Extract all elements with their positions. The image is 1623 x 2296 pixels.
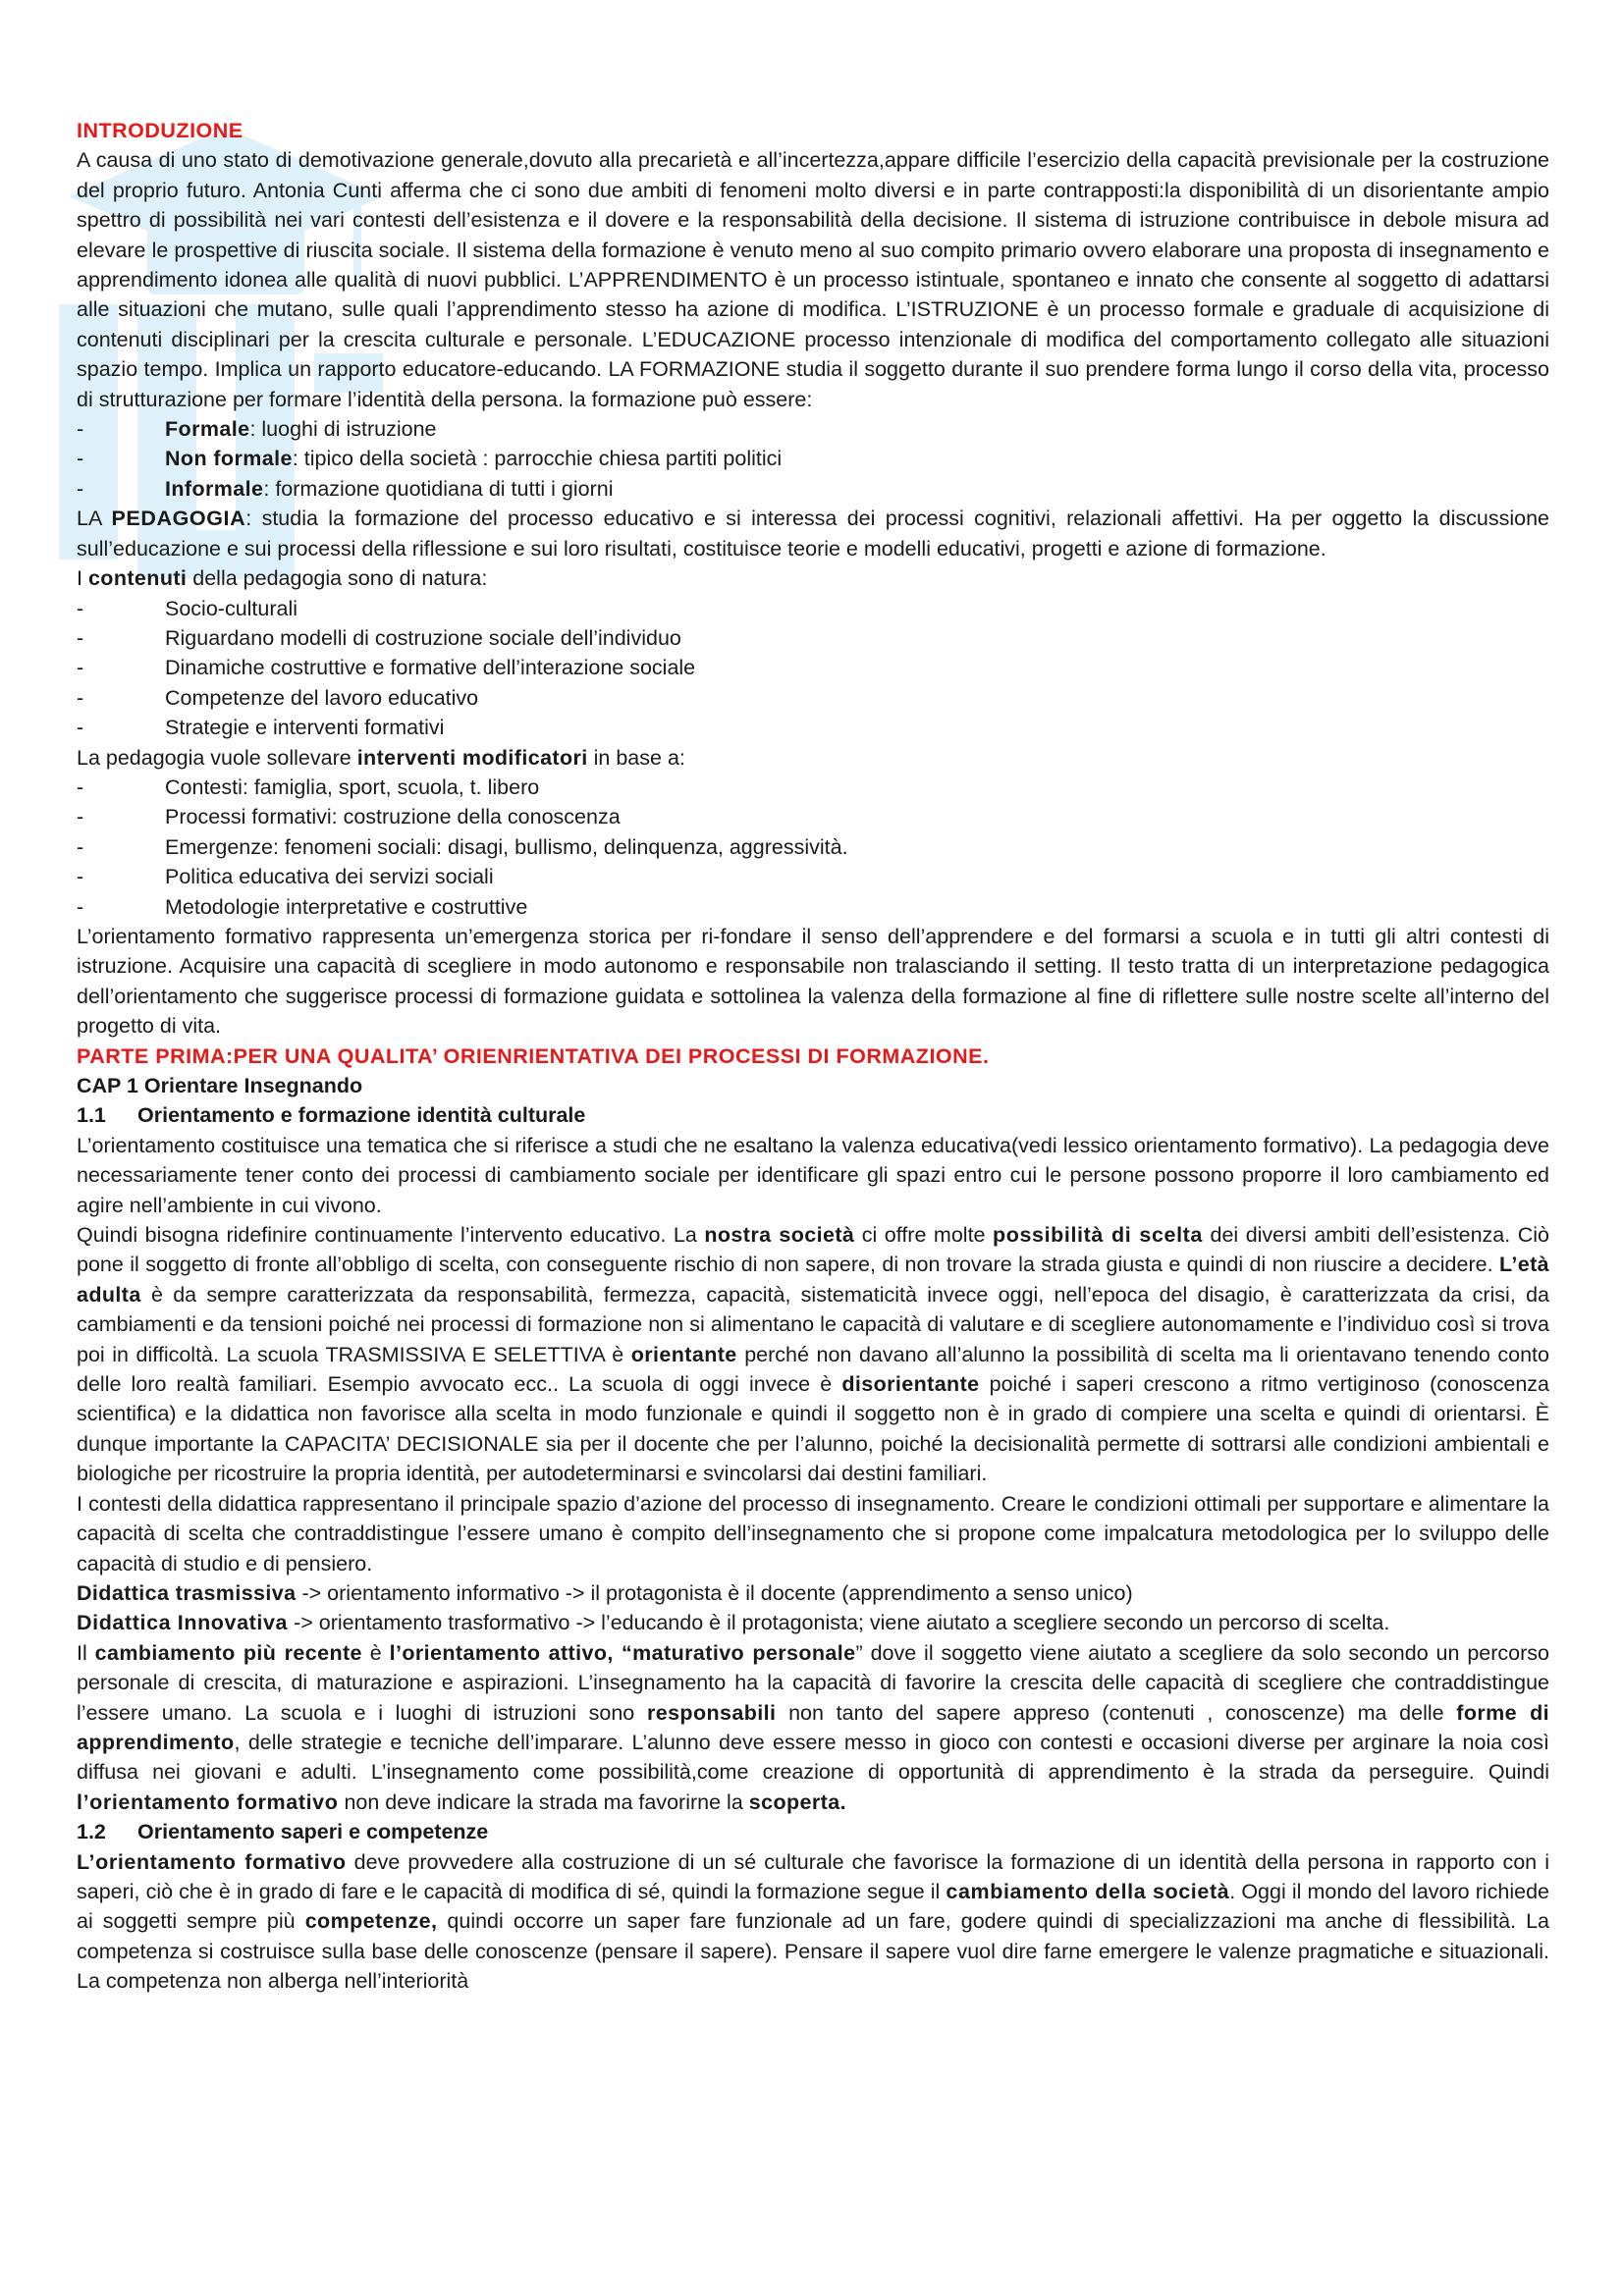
section-paragraph: I contesti della didattica rappresentano il principale spazio d’azione del processo di insegnamento. Creare le condizioni ottimali per supportare e alimentare la capacità di scelta che contraddistingue l’essere umano è compito dell’insegnamento che si propone come impalcatura metodologica per lo sviluppo delle capacità di studio e di pensiero. (77, 1491, 1549, 1575)
section-paragraph: Il cambiamento più recente è l’orientamento attivo, “maturativo personale” dove il soggetto viene aiutato a scegliere da solo secondo un percorso personale di crescita, di maturazione e aspirazioni. L’insegnamento ha la capacità di favorire la crescita delle capacità di scegliere che contraddistingue l’essere umano. La scuola e i luoghi di istruzioni sono responsabili non tanto del sapere appreso (contenuti , conoscenze) ma delle forme di apprendimento, delle strategie e tecniche dell’imparare. L’alunno deve essere messo in gioco con contesti e occasioni diverse per arginare la noia così diffusa nei giovani e adulti. L’insegnamento come possibilità,come creazione di opportunità di apprendimento è la strada da perseguire. Quindi l’orientamento formativo non deve indicare la strada ma favorirne la scoperta. (77, 1640, 1549, 1814)
list-item: - Dinamiche costruttive e formative dell’interazione sociale (77, 656, 696, 680)
pedagogia-paragraph: LA PEDAGOGIA: studia la formazione del processo educativo e si interessa dei processi cognitivi, relazionali affettivi. Ha per oggetto la discussione sull’educazione e sui processi della riflessione e sui loro risultati, costituisce teorie e modelli educativi, progetti e azione di formazione. (77, 507, 1549, 561)
list-item: - Riguardano modelli di costruzione sociale dell’individuo (77, 625, 681, 650)
section-heading: 1.1 Orientamento e formazione identità culturale (77, 1103, 586, 1128)
didactics-line: Didattica trasmissiva -> orientamento informativo -> il protagonista è il docente (apprendimento a senso unico) (77, 1580, 1133, 1605)
document-page (77, 116, 1549, 1997)
orientamento-paragraph: L’orientamento formativo rappresenta un’emergenza storica per ri-fondare il senso dell’apprendere e del formarsi a scuola e in tutti gli altri contesti di istruzione. Acquisire una capacità di scegliere in modo autonomo e responsabile non tralasciando il setting. Il testo tratta di un interpretazione pedagogica dell’orientamento che suggerisce processi di formazione guidata e sottolinea la valenza della formazione al fine di riflettere sulle nostre scelte all’interno del progetto di vita. (77, 924, 1549, 1039)
list-item: - Emergenze: fenomeni sociali: disagi, bullismo, delinquenza, aggressività. (77, 834, 848, 859)
list-item: - Processi formativi: costruzione della conoscenza (77, 805, 621, 829)
didactics-line: Didattica Innovativa -> orientamento trasformativo -> l’educando è il protagonista; viene aiutato a scegliere secondo un percorso di scelta. (77, 1611, 1390, 1635)
section-heading: 1.2 Orientamento saperi e competenze (77, 1820, 489, 1844)
intro-paragraph: A causa di uno stato di demotivazione generale,dovuto alla precarietà e all’incertezza,appare difficile l’esercizio della capacità previsionale per la costruzione del proprio futuro. Antonia Cunti afferma che ci sono due ambiti di fenomeni molto diversi e in parte contrapposti:la disponibilità di un disorientante ampio spettro di possibilità nei vari contesti dell’esistenza e il dovere e la responsabilità della decisione. Il sistema di istruzione contribuisce in debole misura ad elevare le prospettive di riuscita sociale. Il sistema della formazione è venuto meno al suo compito primario ovvero elaborare una proposta di insegnamento e apprendimento idonea alle qualità di nuovi pubblici. L’APPRENDIMENTO è un processo istintuale, spontaneo e innato che consente al soggetto di adattarsi alle situazioni che mutano, sulle quali l’apprendimento stesso ha azione di modifica. L’ISTRUZIONE è un processo formale e graduale di acquisizione di contenuti disciplinari per la crescita culturale e personale. L’EDUCAZIONE processo intenzionale di modifica del comportamento collegato alle situazioni spazio tempo. Implica un rapporto educatore-educando. LA FORMAZIONE studia il soggetto durante il suo prendere forma lungo il corso della vita, processo di strutturazione per formare l’identità della persona. la formazione può essere: (77, 148, 1549, 411)
list-item: - Metodologie interpretative e costruttive (77, 894, 528, 919)
part-one-heading: PARTE PRIMA:PER UNA QUALITA’ ORIENRIENTATIVA DEI PROCESSI DI FORMAZIONE. (77, 1043, 990, 1068)
list-item: - Competenze del lavoro educativo (77, 685, 479, 710)
list-item: - Non formale: tipico della società : parrocchie chiesa partiti politici (77, 447, 783, 471)
section-paragraph: L’orientamento formativo deve provvedere alla costruzione di un sé culturale che favorisce la formazione di un identità della persona in rapporto con i saperi, ciò che è in grado di fare e le capacità di modifica di sé, quindi la formazione segue il cambiamento della società. Oggi il mondo del lavoro richiede ai soggetti sempre più competenze, quindi occorre un saper fare funzionale ad un fare, godere quindi di specializzazioni ma anche di flessibilità. La competenza si costruisce sulla base delle conoscenze (pensare il sapere). Pensare il sapere vuol dire farne emergere le valenze pragmatiche e situazionali. La competenza non alberga nell’interiorità (77, 1849, 1549, 1994)
chapter-heading: CAP 1 Orientare Insegnando (77, 1074, 363, 1097)
contents-intro: I contenuti della pedagogia sono di natura: (77, 566, 488, 591)
list-item: - Formale: luoghi di istruzione (77, 417, 437, 442)
list-item: - Contesti: famiglia, sport, scuola, t. libero (77, 774, 540, 799)
interventions-intro: La pedagogia vuole sollevare interventi modificatori in base a: (77, 745, 685, 770)
list-item: - Informale: formazione quotidiana di tutti i giorni (77, 476, 614, 501)
section-paragraph: L’orientamento costituisce una tematica che si riferisce a studi che ne esaltano la valenza educativa(vedi lessico orientamento formativo). La pedagogia deve necessariamente tener conto dei processi di cambiamento sociale per identificare gli spazi entro cui le persone possono proporre il loro cambiamento ed agire nell’ambiente in cui vivono. (77, 1133, 1549, 1217)
section-paragraph: Quindi bisogna ridefinire continuamente l’intervento educativo. La nostra società ci offre molte possibilità di scelta dei diversi ambiti dell’esistenza. Ciò pone il soggetto di fronte all’obbligo di scelta, con conseguente rischio di non sapere, di non trovare la strada giusta e quindi di non riuscire a decidere. L’età adulta è da sempre caratterizzata da responsabilità, fermezza, capacità, sistematicità invece oggi, nell’epoca del disagio, è caratterizzata da crisi, da cambiamenti e da tensioni poiché nei processi di formazione non si alimentano le capacità di valutare e di scegliere autonomamente e l’individuo così si trova poi in difficoltà. La scuola TRASMISSIVA E SELETTIVA è orientante perché non davano all’alunno la possibilità di scelta ma li orientavano tenendo conto delle loro realtà familiari. Esempio avvocato ecc.. La scuola di oggi invece è disorientante poiché i saperi crescono a ritmo vertiginoso (conoscenza scientifica) e la didattica non favorisce alla scelta in modo funzionale e quindi il soggetto non è in grado di compiere una scelta e quindi di orientarsi. È dunque importante la CAPACITA’ DECISIONALE sia per il docente che per l’alunno, poiché la decisionalità permette di sottrarsi alle condizioni ambientali e biologiche per ricostruire la propria identità, per autodeterminarsi e svincolarsi dai destini familiari. (77, 1223, 1550, 1486)
list-item: - Politica educativa dei servizi sociali (77, 865, 494, 889)
intro-heading: INTRODUZIONE (77, 119, 243, 142)
list-item: - Strategie e interventi formativi (77, 716, 445, 740)
list-item: - Socio-culturali (77, 596, 298, 620)
